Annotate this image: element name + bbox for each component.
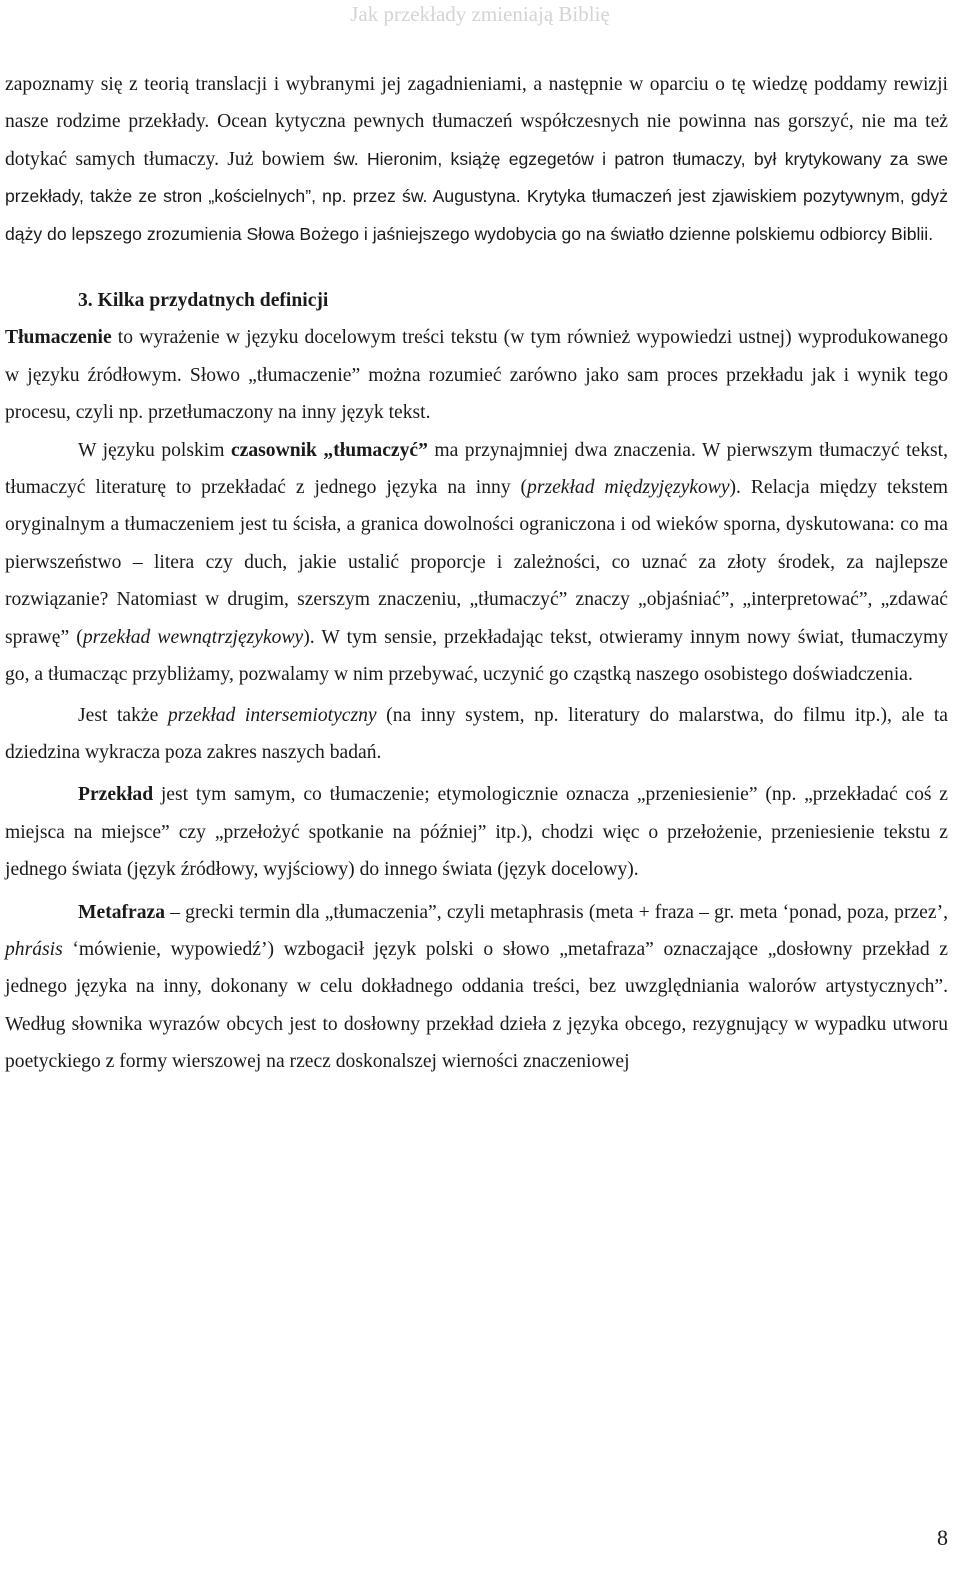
paragraph-metafraza-text-b: ‘mówienie, wypowiedź’) wzbogacił język polski o słowo „metafraza” oznaczające „dosłowny przekład z jednego języka na inny, dokonany w celu dokładnego oddania treści, bez uwzględniania walorów artystycznych”. Według słownika wyrazów obcych jest to dosłowny przekład dzieła z języka obcego, rezygnujący w wypadku utworu poetyckiego z formy wierszowej na rzecz doskonalszej wierności znaczeniowej: [5, 938, 948, 1073]
emphasis-wewnatrzjezykowy: przekład wewnątrzjęzykowy: [82, 626, 304, 648]
term-tlumaczenie: Tłumaczenie: [5, 327, 112, 349]
paragraph-intro: [5, 66, 948, 253]
paragraph-metafraza-text-a: – grecki termin dla „tłumaczenia”, czyli metaphrasis (meta + fraza – gr. meta ‘ponad, poza, przez’,: [165, 901, 948, 923]
emphasis-intersemiotyczny: przekład intersemiotyczny: [167, 704, 377, 726]
paragraph-tlumaczenie: [5, 319, 948, 431]
paragraph-przeklad-text: jest tym samym, co tłumaczenie; etymologicznie oznacza „przeniesienie” (np. „przekładać coś z miejsca na miejsce” czy „przełożyć spotkanie na później” itp.), chodzi więc o przełożenie, przeniesienie tekstu z jednego świata (język źródłowy, wyjściowy) do innego świata (język docelowy).: [5, 784, 948, 881]
paragraph-czasownik-text-b: ma przynajmniej dwa znaczenia. W pierwszym tłumaczyć tekst, tłumaczyć literaturę to przekładać z jednego języka na inny (: [5, 439, 948, 499]
paragraph-intro-text: zapoznamy się z teorią translacji i wybranymi jej zagadnieniami, a następnie w oparciu o tę wiedzę poddamy rewizji nasze rodzime przekłady. Ocean kytyczna pewnych tłumaczeń współczesnych nie powinna nas gorszyć, nie ma też dotykać samych tłumaczy. Już bowiem: [5, 74, 948, 170]
emphasis-phrasis: phrásis: [5, 938, 63, 960]
paragraph-czasownik-text-a: W języku polskim: [78, 439, 231, 461]
paragraph-przeklad: [5, 776, 948, 888]
paragraph-intersemiotyczny-text-b: (na inny system, np. literatury do malarstwa, do filmu itp.), ale ta dziedzina wykracza poza zakres naszych badań.: [5, 704, 948, 763]
paragraph-intro-sans-text: św. Hieronim, książę egzegetów i patron tłumaczy, był krytykowany za swe przekłady, także ze stron „kościelnych”, np. przez św. Augustyna. Krytyka tłumaczeń jest zjawiskiem pozytywnym, gdyż dąży do lepszego zrozumienia Słowa Bożego i jaśniejszego wydobycia go na światło dzienne polskiemu odbiorcy Biblii.: [5, 148, 948, 244]
term-przeklad: Przekład: [78, 784, 154, 806]
paragraph-czasownik-text-d: ). W tym sensie, przekładając tekst, otwieramy innym nowy świat, tłumaczymy go, a tłumacząc przybliżamy, pozwalamy w nim przebywać, uczynić go cząstką naszego osobistego doświadczenia.: [5, 626, 948, 686]
emphasis-miedzyjezykowy: przekład międzyjęzykowy: [527, 477, 730, 499]
paragraph-tlumaczenie-text: to wyrażenie w języku docelowym treści tekstu (w tym również wypowiedzi ustnej) wyprodukowanego w języku źródłowym. Słowo „tłumaczenie” można rozumieć zarówno jako sam proces przekładu jak i wynik tego procesu, czyli np. przetłumaczony na inny język tekst.: [5, 327, 948, 424]
document-body: [5, 66, 948, 1081]
paragraph-czasownik: [5, 432, 948, 694]
section-heading: 3. Kilka przydatnych definicji: [78, 290, 329, 312]
paragraph-metafraza: [5, 894, 948, 1081]
term-metafraza: Metafraza: [78, 901, 166, 923]
page-number: 8: [937, 1525, 948, 1550]
paragraph-intersemiotyczny: [5, 697, 948, 772]
term-czasownik: czasownik „tłumaczyć”: [230, 439, 428, 461]
running-header: Jak przekłady zmieniają Biblię: [350, 2, 610, 26]
paragraph-czasownik-text-c: ). Relacja między tekstem oryginalnym a tłumaczeniem jest tu ścisła, a granica dowolności ograniczona i od wieków sporna, dyskutowana: co ma pierwszeństwo – litera czy duch, jakie ustalić proporcje i zależności, co uznać za złoty środek, za najlepsze rozwiązanie? Natomiast w drugim, szerszym znaczeniu, „tłumaczyć” znaczy „objaśniać”, „interpretować”, „zdawać sprawę” (: [5, 477, 948, 648]
paragraph-intersemiotyczny-text-a: Jest także: [78, 704, 168, 726]
